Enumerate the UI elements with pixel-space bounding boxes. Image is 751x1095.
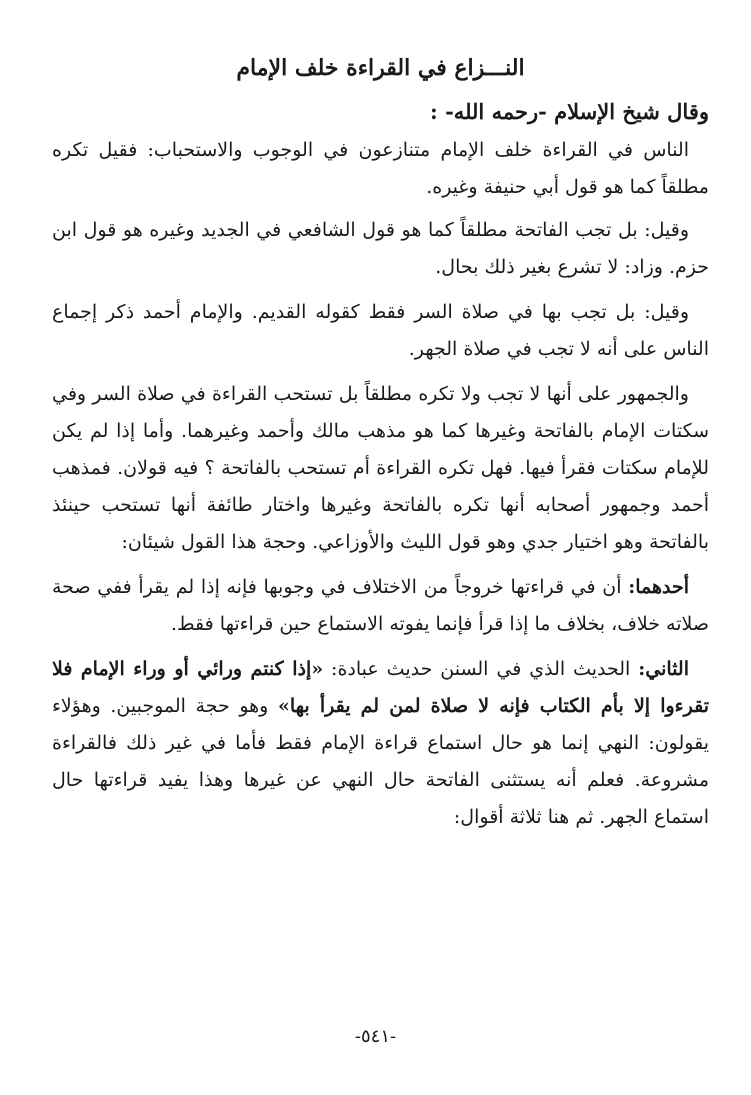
paragraph-text: الحديث الذي في السنن حديث عبادة:	[323, 658, 639, 680]
paragraph-text: وهو حجة الموجبين. وهؤلاء يقولون: النهي إنما هو حال استماع قراءة الإمام فقط فأما في غير ذلك فالقراءة مشروعة. فعلم أنه يستثنى الفاتحة حال النهي عن غيرها وهذا يفيد قراءتها حال استماع الجهر. ثم هنا ثلاثة أقوال:	[52, 695, 709, 828]
paragraph	[52, 376, 709, 561]
paragraph-lead: الثاني:	[638, 658, 689, 680]
page-body	[52, 44, 709, 844]
page-title: النـــزاع في القراءة خلف الإمام	[236, 55, 525, 81]
paragraph-text: والجمهور على أنها لا تجب ولا تكره مطلقاً بل تستحب القراءة في صلاة السر وفي سكتات الإمام بالفاتحة وغيرها كما هو مذهب مالك وأحمد وغيرهما. وأما إذا لم يكن للإمام سكتات فقرأ فيها. فهل تكره القراءة أم تستحب بالفاتحة ؟ فيه قولان. فمذهب أحمد وجمهور أصحابه أنها تكره بالفاتحة وغيرها واختار طائفة أنها تستحب حينئذ بالفاتحة وهو اختيار جدي وهو قول الليث والأوزاعي. وحجة هذا القول شيئان:	[52, 383, 709, 553]
page-number: -٥٤١-	[354, 1026, 397, 1047]
paragraph-text: الناس في القراءة خلف الإمام متنازعون في الوجوب والاستحباب: فقيل تكره مطلقاً كما هو قول أبي حنيفة وغيره.	[52, 139, 709, 198]
hadith-quote: «إذا كنتم ورائي أو وراء الإمام فلا تقرءوا إلا بأم الكتاب فإنه لا صلاة لمن لم يقرأ بها»	[52, 658, 709, 717]
paragraph	[52, 212, 709, 286]
paragraph-lead: أحدهما:	[628, 576, 689, 598]
paragraph	[52, 132, 709, 206]
section-subheading: وقال شيخ الإسلام -رحمه الله- :	[430, 99, 709, 124]
paragraph-text: وقيل: بل تجب بها في صلاة السر فقط كقوله القديم. والإمام أحمد ذكر إجماع الناس على أنه لا تجب في صلاة الجهر.	[52, 301, 709, 360]
paragraph-text: وقيل: بل تجب الفاتحة مطلقاً كما هو قول الشافعي في الجديد وغيره هو قول ابن حزم. وزاد: لا تشرع بغير ذلك بحال.	[52, 219, 709, 278]
paragraph-text: أن في قراءتها خروجاً من الاختلاف في وجوبها فإنه إذا لم يقرأ ففي صحة صلاته خلاف، بخلاف ما إذا قرأ فإنما يفوته الاستماع حين قراءتها فقط.	[52, 576, 709, 635]
paragraph	[52, 294, 709, 368]
paragraph	[52, 651, 709, 836]
paragraph	[52, 569, 709, 643]
